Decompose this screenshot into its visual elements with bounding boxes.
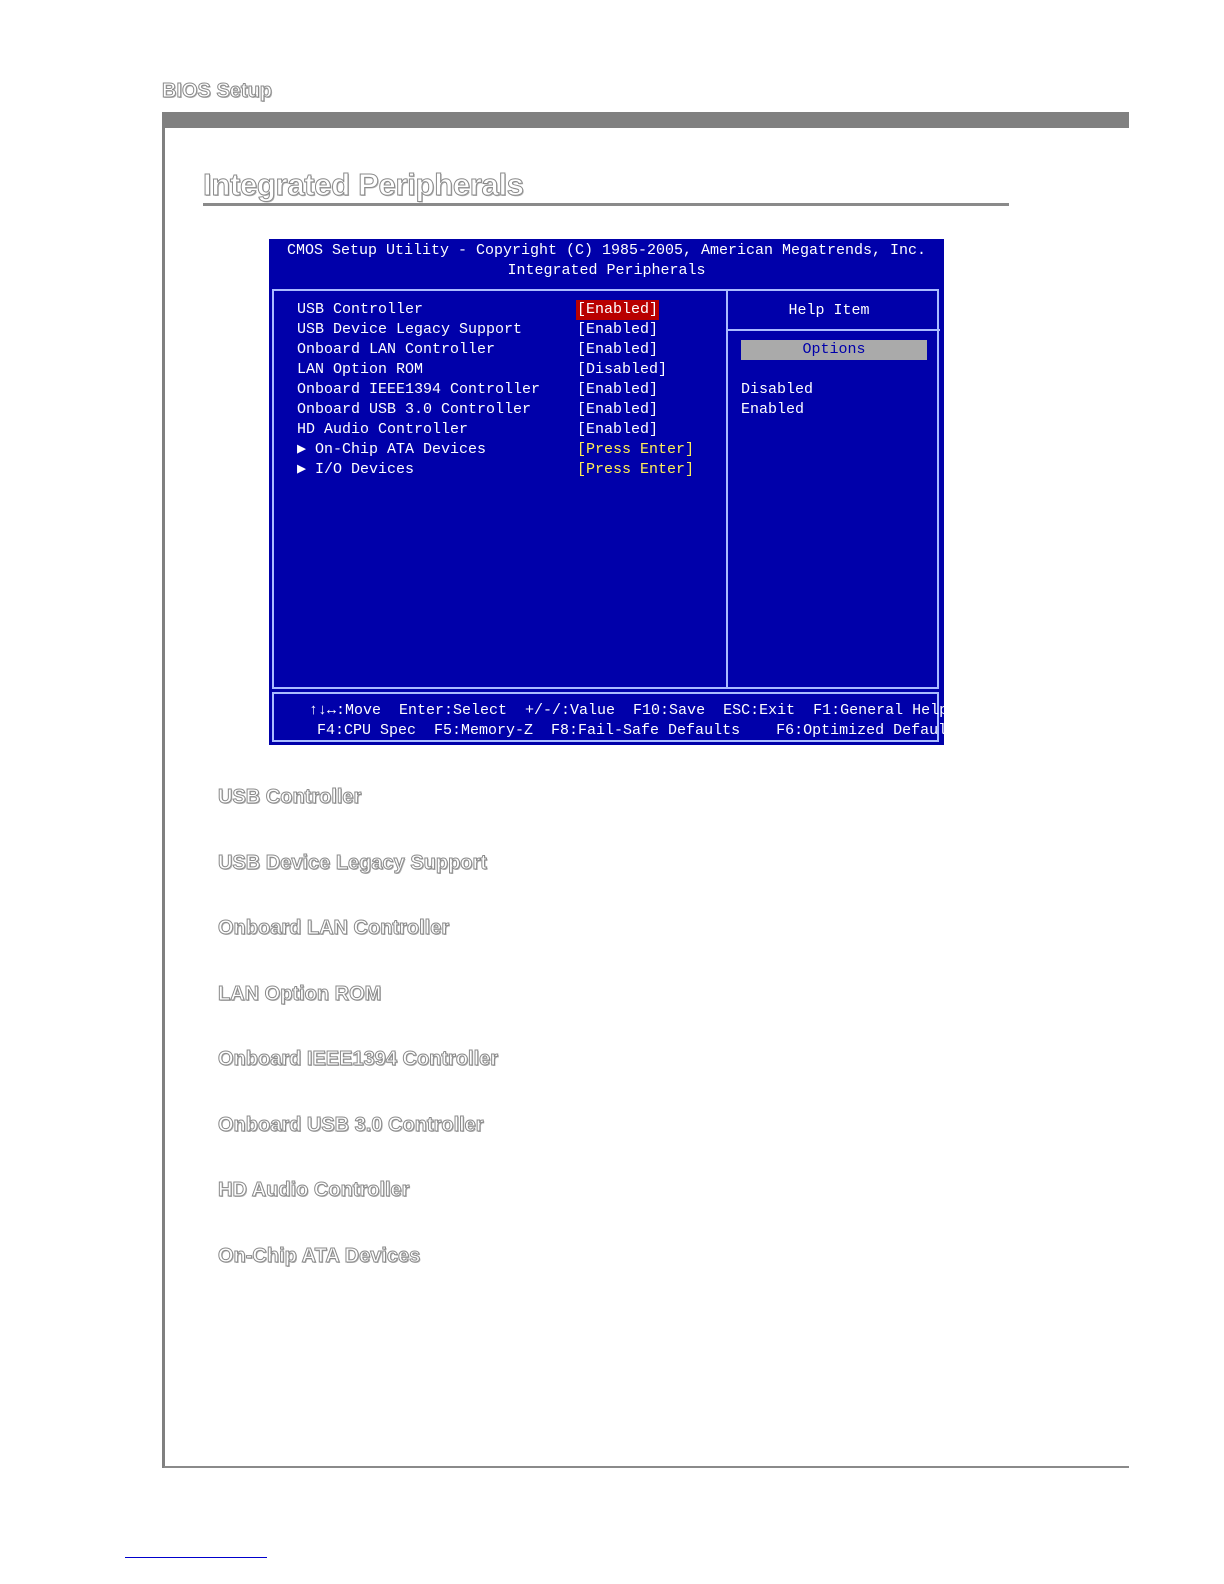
help-rule	[728, 329, 940, 331]
bios-item-on-chip-ata[interactable]: ▶ On-Chip ATA Devices	[297, 441, 487, 458]
setting-heading-ieee1394: Onboard IEEE1394 Controller	[218, 1048, 499, 1070]
bios-item-hd-audio[interactable]: HD Audio Controller	[297, 421, 469, 438]
title-underline	[203, 203, 1009, 206]
help-option-disabled: Disabled	[741, 381, 814, 398]
setting-heading-usb-controller: USB Controller	[218, 786, 362, 808]
bios-item-onboard-lan[interactable]: Onboard LAN Controller	[297, 341, 496, 358]
bios-item-usb3[interactable]: Onboard USB 3.0 Controller	[297, 401, 532, 418]
header-bar	[164, 112, 1129, 128]
bios-value-lan-option-rom[interactable]: [Disabled]	[577, 361, 668, 378]
setting-heading-usb3: Onboard USB 3.0 Controller	[218, 1114, 484, 1136]
bios-key-hints-line1: ↑↓↔:Move Enter:Select +/-/:Value F10:Save ESC:Exit F1:General Help	[309, 702, 949, 719]
footer-link-underline	[125, 1557, 267, 1558]
bios-key-hints-line2: F4:CPU Spec F5:Memory-Z F8:Fail-Safe Defaults F6:Optimized Defaults	[317, 722, 966, 739]
help-item-title: Help Item	[788, 302, 870, 319]
bios-item-io-devices[interactable]: ▶ I/O Devices	[297, 461, 415, 478]
bios-value-usb-legacy[interactable]: [Enabled]	[577, 321, 659, 338]
setting-heading-usb-legacy: USB Device Legacy Support	[218, 852, 487, 874]
bios-value-hd-audio[interactable]: [Enabled]	[577, 421, 659, 438]
bios-value-usb-controller[interactable]: [Enabled]	[577, 301, 659, 318]
setting-heading-onboard-lan: Onboard LAN Controller	[218, 917, 450, 939]
bios-value-io-devices[interactable]: [Press Enter]	[577, 461, 695, 478]
section-title: Integrated Peripherals	[203, 167, 524, 202]
options-header: Options	[741, 340, 927, 360]
bios-screen	[269, 239, 966, 745]
page-header-label: BIOS Setup	[162, 80, 273, 102]
bios-item-lan-option-rom[interactable]: LAN Option ROM	[297, 361, 424, 378]
bios-value-ieee1394[interactable]: [Enabled]	[577, 381, 659, 398]
setting-heading-lan-option-rom: LAN Option ROM	[218, 983, 382, 1005]
bios-item-ieee1394[interactable]: Onboard IEEE1394 Controller	[297, 381, 541, 398]
bios-item-usb-legacy[interactable]: USB Device Legacy Support	[297, 321, 523, 338]
bios-page-title: Integrated Peripherals	[507, 262, 706, 279]
bios-value-onboard-lan[interactable]: [Enabled]	[577, 341, 659, 358]
left-margin-rule	[162, 112, 165, 1468]
bios-value-on-chip-ata[interactable]: [Press Enter]	[577, 441, 695, 458]
setting-heading-hd-audio: HD Audio Controller	[218, 1179, 410, 1201]
bios-copyright-header: CMOS Setup Utility - Copyright (C) 1985-2005, American Megatrends, Inc.	[286, 242, 927, 259]
bios-value-usb3[interactable]: [Enabled]	[577, 401, 659, 418]
setting-heading-on-chip-ata: On-Chip ATA Devices	[218, 1245, 421, 1267]
bios-item-usb-controller[interactable]: USB Controller	[297, 301, 424, 318]
bios-help-divider	[726, 291, 728, 689]
bottom-rule	[164, 1466, 1129, 1468]
help-option-enabled: Enabled	[741, 401, 805, 418]
